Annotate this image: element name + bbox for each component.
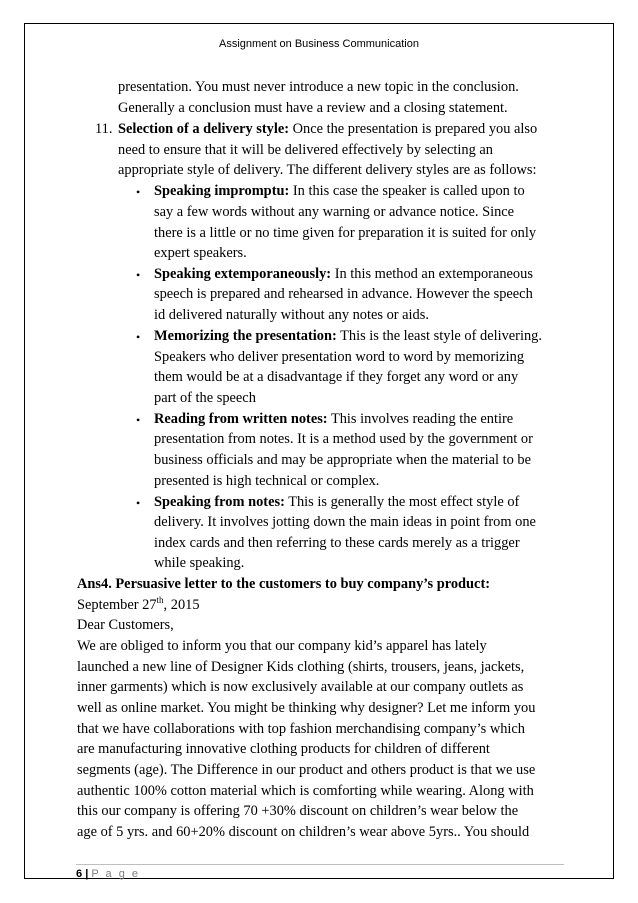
date-suffix: th <box>156 595 164 606</box>
date-year: , 2015 <box>163 597 200 613</box>
text-line: there is a little or no time given for preparation it is suited for only <box>154 225 537 241</box>
text-line: index cards and then referring to these cards merely as a trigger <box>154 535 520 551</box>
bullet-heading: Speaking from notes: <box>154 494 285 510</box>
footer-divider <box>76 864 564 865</box>
page-number: 6 <box>76 868 83 880</box>
section-heading: Ans4. Persuasive letter to the customers to buy company’s product: <box>77 576 491 592</box>
text-line: that we have collaborations with top fashion merchandising company’s which <box>77 721 525 737</box>
text-line: presentation. You must never introduce a new topic in the conclusion. <box>118 79 519 95</box>
bullet-icon: • <box>136 330 141 344</box>
text-line: presentation from notes. It is a method used by the government or <box>154 431 533 447</box>
bullet-text: In this case the speaker is called upon to <box>289 183 525 199</box>
text-line: this our company is offering 70 +30% discount on children’s wear below the <box>77 803 519 819</box>
bullet-heading: Reading from written notes: <box>154 411 328 427</box>
bullet-icon: • <box>136 496 141 510</box>
text-line: Generally a conclusion must have a review and a closing statement. <box>118 100 508 116</box>
text-line: are manufacturing innovative clothing products for children of different <box>77 741 490 757</box>
text-line: need to ensure that it will be delivered effectively by selecting an <box>118 142 493 158</box>
bullet-text: In this method an extemporaneous <box>331 266 533 282</box>
page-label: P a g e <box>91 868 140 880</box>
bullet-text: This is the least style of delivering. <box>336 328 542 344</box>
text-line: expert speakers. <box>154 245 247 261</box>
bullet-icon: • <box>136 268 141 282</box>
text-line: authentic 100% cotton material which is comforting while wearing. Along with <box>77 783 534 799</box>
bullet-icon: • <box>136 185 141 199</box>
bullet-heading: Speaking impromptu: <box>154 183 290 199</box>
page-footer <box>76 868 140 880</box>
text-line: well as online market. You might be thinking why designer? Let me inform you <box>77 700 536 716</box>
text-line: Speakers who deliver presentation word to word by memorizing <box>154 349 525 365</box>
text-line: appropriate style of delivery. The different delivery styles are as follows: <box>118 162 537 178</box>
text-line: presented is high technical or complex. <box>154 473 380 489</box>
text-line: them would be at a disadvantage if they forget any word or any <box>154 369 519 385</box>
bullet-heading: Memorizing the presentation: <box>154 328 337 344</box>
text-line: business officials and may be appropriate when the material to be <box>154 452 531 468</box>
text-line: age of 5 yrs. and 60+20% discount on children’s wear above 5yrs.. You should <box>77 824 530 840</box>
text-line: segments (age). The Difference in our product and others product is that we use <box>77 762 536 778</box>
text-line: launched a new line of Designer Kids clothing (shirts, trousers, jeans, jackets, <box>77 659 525 675</box>
text-line: while speaking. <box>154 555 245 571</box>
text-line: id delivered naturally without any notes or aids. <box>154 307 429 323</box>
bullet-text: This is generally the most effect style of <box>284 494 520 510</box>
date-text: September 27 <box>77 597 157 613</box>
text-line: delivery. It involves jotting down the main ideas in point from one <box>154 514 536 530</box>
item-heading: Selection of a delivery style: <box>118 121 290 137</box>
letter-salutation: Dear Customers, <box>77 617 174 633</box>
text-line: say a few words without any warning or advance notice. Since <box>154 204 515 220</box>
text-line: We are obliged to inform you that our company kid’s apparel has lately <box>77 638 487 654</box>
page-header: Assignment on Business Communication <box>219 38 419 50</box>
bullet-item <box>154 409 513 430</box>
bullet-item <box>154 264 533 285</box>
letter-date <box>77 595 200 616</box>
list-number: 11. <box>95 121 113 137</box>
bullet-text: This involves reading the entire <box>327 411 514 427</box>
text-line: inner garments) which is now exclusively available at our company outlets as <box>77 679 524 695</box>
text-line: speech is prepared and rehearsed in advance. However the speech <box>154 286 533 302</box>
bullet-item <box>154 181 525 202</box>
item-text: Once the presentation is prepared you also <box>289 121 538 137</box>
bullet-item <box>154 492 519 513</box>
list-item-11 <box>118 119 537 140</box>
text-line: part of the speech <box>154 390 256 406</box>
bullet-icon: • <box>136 413 141 427</box>
bullet-item <box>154 326 542 347</box>
bullet-heading: Speaking extemporaneously: <box>154 266 332 282</box>
footer-separator: | <box>85 868 89 880</box>
